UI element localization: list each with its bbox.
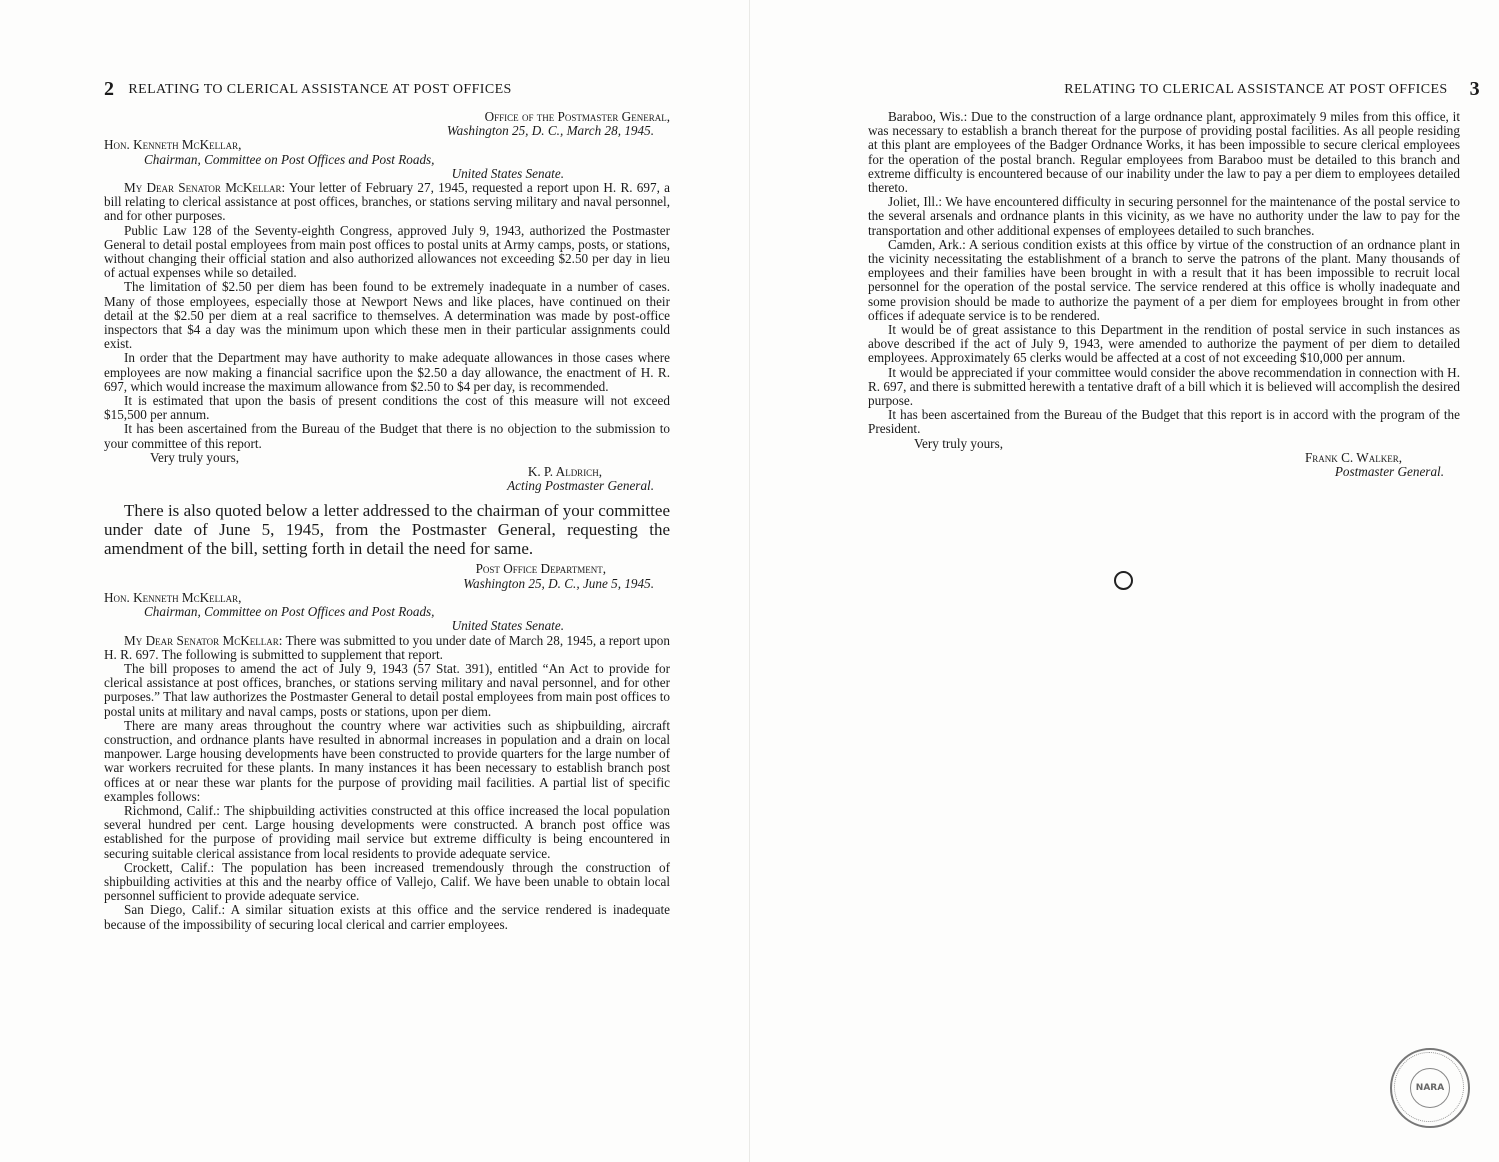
letter2-closing: Very truly yours, [914,435,1004,451]
right-paragraph: It would be of great assistance to this Department in the rendition of postal service in such instances as above described if the act of July 9, 1943, were amended to authorize the payment of per diem to detailed employees. Approximately 65 clerks would be affected at a cost of not exceeding $10,000 per annum. [868,322,1460,366]
letter1-office: Office of the Postmaster General, [484,109,670,124]
letter2-signer: Frank C. Walker, [1304,449,1402,465]
stamp-center: NARA [1410,1068,1450,1108]
interlude-text: There is also quoted below a letter addressed to the chairman of your committee under date of June 5, 1945, from the Postmaster General, requesting the amendment of the bill, setting forth in detail the need for same. [104,501,670,559]
left-page-body [104,110,670,932]
running-head-text: RELATING TO CLERICAL ASSISTANCE AT POST OFFICES [1064,82,1448,97]
letter1-paragraph: Public Law 128 of the Seventy-eighth Congress, approved July 9, 1943, authorized the Postmaster General to detail postal employees from main post offices to postal units at Army camps, posts, or stations, without changing their official station and also authorized allowances not exceeding $2.50 per day in lieu of actual expenses while so detailed. [104,222,670,281]
letter2-addressee-body: United States Senate. [451,618,564,634]
page-number: 2 [104,78,115,100]
right-page [750,0,1499,1162]
letter1-place-date: Washington 25, D. C., March 28, 1945. [446,123,654,139]
letter2-paragraph: Crockett, Calif.: The population has been increased tremendously through the construction of shipbuilding activities at this and the nearby office of Vallejo, Calif. We have been unable to obtain local personnel sufficient to provide adequate service. [104,859,670,904]
letter1-paragraph: The limitation of $2.50 per diem has been found to be extremely inadequate in a number of cases. Many of those employees, especially those at Newport News and like places, have continued on their detail at the $2.50 per diem at a real sacrifice to themselves. A determination was made by post-office inspectors that $4 a day was the minimum upon which these men in their particular assignments could exist. [104,279,670,352]
letter1-paragraph: It has been ascertained from the Bureau of the Budget that there is no objection to the submission to your committee of this report. [104,421,670,451]
letter2-salutation: My Dear Senator McKellar: [124,632,283,648]
right-paragraph: It has been ascertained from the Bureau of the Budget that this report is in accord with the program of the President. [868,407,1460,437]
right-page-body [868,110,1460,479]
letter2-signer-title: Postmaster General. [1334,464,1444,480]
left-page [0,0,749,1162]
letter1-paragraph: In order that the Department may have authority to make adequate allowances in those cases where employees are now making a financial sacrifice upon the $2.50 a day allowance, the enactment of H. R. 697, which would increase the maximum allowance from $2.50 to $4 per day, is recommended. [104,350,670,394]
right-paragraph: Camden, Ark.: A serious condition exists at this office by virtue of the construction of an ordnance plant in the vicinity necessitating the establishment of a branch to serve the patrons of the plant. Many thousands of employees and their families have been brought in with a result that it has been impossible to recruit local personnel for the operation of the postal service. The service rendered at this office is wholly inadequate and some provision should be made to authorize the payment of a per diem for employees brought in from other offices if adequate service is to be rendered. [868,236,1460,323]
letter1-salutation: My Dear Senator McKellar: [124,180,286,196]
letter2-addressee-name: Hon. Kenneth McKellar, [104,589,242,605]
letter2-paragraph: The bill proposes to amend the act of July 9, 1943 (57 Stat. 391), entitled “An Act to provide for clerical assistance at post offices, branches, or stations serving military and naval personnel, and for other purposes.” That law authorizes the Postmaster General to detail postal employees from main post offices to postal units at military and naval camps, posts or stations, upon per diem. [104,660,670,719]
right-paragraph: Baraboo, Wis.: Due to the construction of a large ordnance plant, approximately 9 miles from this office, it was necessary to establish a branch thereat for the purpose of providing postal facilities. As all people residing at this plant are employees of the Badger Ordnance Works, it has been impossible to secure clerical employees for the operation of the postal branch. Regular employees from Baraboo must be detailed to this branch and extreme difficulty is encountered because of our inability under the law to pay a per diem to employees detailed thereto. [868,109,1460,196]
letter2-office: Post Office Department, [475,561,606,577]
page-number: 3 [1469,78,1480,100]
running-head-left [104,78,664,101]
punch-hole-mark [1114,571,1133,590]
letter1-addressee-body: United States Senate. [451,165,564,181]
right-paragraph: Joliet, Ill.: We have encountered difficulty in securing personnel for the maintenance of the postal service to the several arsenals and ordnance plants in this vicinity, as we have no authority under the law to pay for the transportation and other additional expenses of employees detailed to such branches. [868,194,1460,238]
letter2-place-date: Washington 25, D. C., June 5, 1945. [463,575,654,591]
letter2-paragraph: San Diego, Calif.: A similar situation exists at this office and the service rendered is inadequate because of the impossibility of securing local clerical and carrier employees. [104,902,670,932]
letter2-paragraph: There are many areas throughout the country where war activities such as shipbuilding, aircraft construction, and ordnance plants have resulted in abnormal increases in population and a drain on local manpower. Large housing developments have been constructed to provide quarters for the large number of war workers recruited for these plants. In many instances it has been necessary to establish branch post offices at or near these war plants for the purpose of providing mail facilities. A partial list of specific examples follows: [104,717,670,804]
letter1-signer-title: Acting Postmaster General. [507,478,654,494]
letter2-paragraph: My Dear Senator McKellar: There was submitted to you under date of March 28, 1945, a report upon H. R. 697. The following is submitted to supplement that report. [104,632,670,662]
running-head-text: RELATING TO CLERICAL ASSISTANCE AT POST OFFICES [128,82,512,97]
letter1-signer: K. P. Aldrich, [527,464,602,480]
letter1-addressee-name: Hon. Kenneth McKellar, [104,137,242,153]
letter1-paragraph: It is estimated that upon the basis of present conditions the cost of this measure will not exceed $15,500 per annum. [104,393,670,423]
letter1-paragraph: My Dear Senator McKellar: Your letter of February 27, 1945, requested a report upon H. R. 697, a bill relating to clerical assistance at post offices, branches, or stations serving military and naval personnel, and for other purposes. [104,180,670,224]
letter1-addressee-title: Chairman, Committee on Post Offices and Post Roads, [144,151,435,167]
letter2-addressee-title: Chairman, Committee on Post Offices and Post Roads, [144,604,435,620]
library-seal-stamp [1390,1048,1470,1128]
letter2-paragraph: Richmond, Calif.: The shipbuilding activities constructed at this office increased the local population several hundred per cent. Large housing developments were constructed. A branch post office was established for the purpose of providing mail service but extreme difficulty is being encountered in securing suitable clerical assistance from local residents to provide adequate service. [104,802,670,861]
right-paragraph: It would be appreciated if your committee would consider the above recommendation in connection with H. R. 697, and there is submitted herewith a tentative draft of a bill which it is believed will accomplish the desired purpose. [868,364,1460,409]
running-head-right [900,78,1480,101]
letter1-closing: Very truly yours, [150,449,240,465]
